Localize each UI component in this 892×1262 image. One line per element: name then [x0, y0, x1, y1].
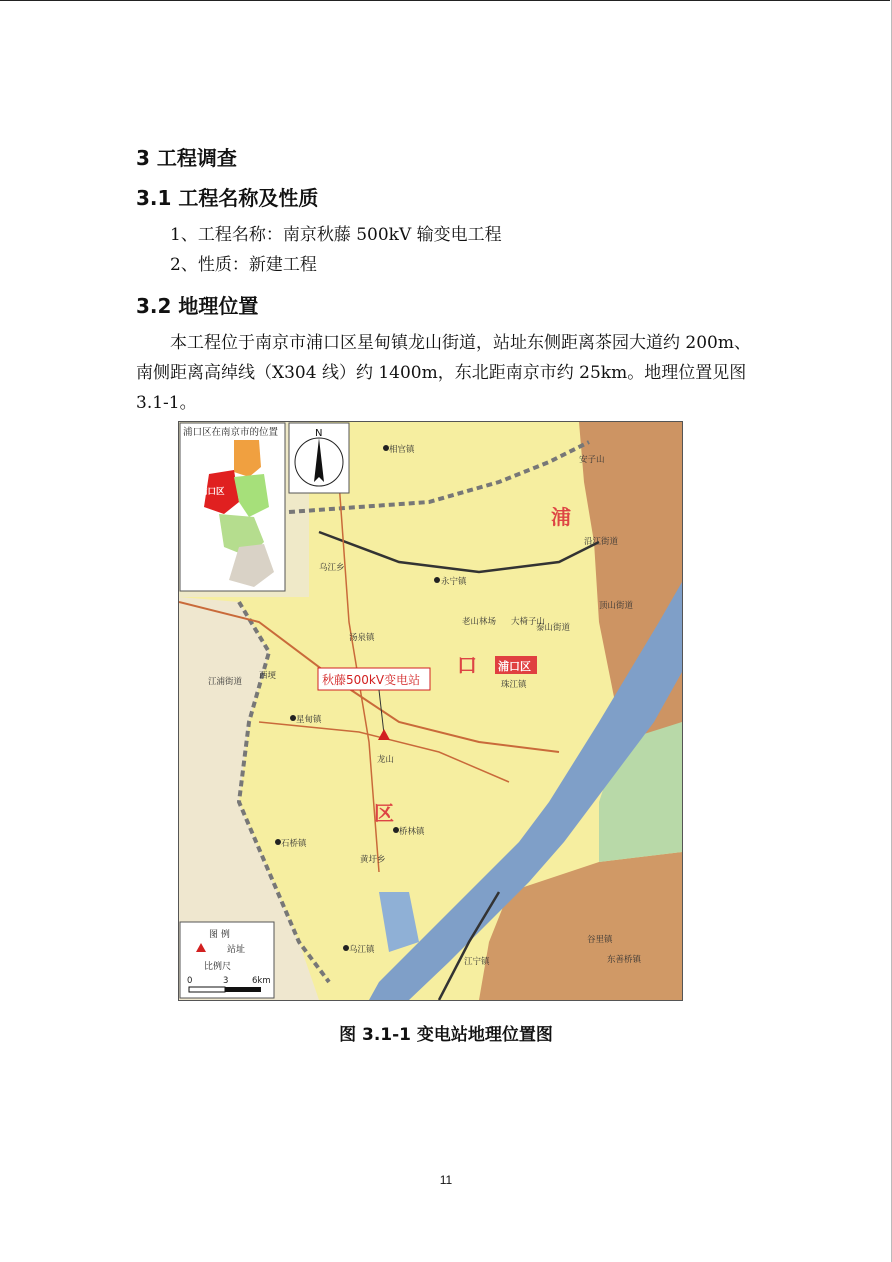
place-name: 沿江街道 [584, 537, 619, 547]
item-project-nature: 2、性质：新建工程 [170, 255, 317, 275]
town-dot [290, 715, 296, 721]
map-canvas [179, 422, 682, 1000]
place-name: 龙山 [377, 755, 395, 765]
town-dot [393, 827, 399, 833]
location-paragraph: 本工程位于南京市浦口区星甸镇龙山街道，站址东侧距离茶园大道约 200m、南侧距离高绰线（X304 线）约 1400m，东北距南京市约 25km。地理位置见图 3.1-1。 [136, 333, 751, 413]
district-box-label: 浦口区 [498, 660, 531, 673]
location-map [178, 421, 683, 1001]
legend-site-label: 站址 [227, 945, 246, 955]
town-dot [275, 839, 281, 845]
item-project-name: 1、工程名称：南京秋藤 500kV 输变电工程 [170, 225, 502, 245]
place-name: 大椅子山 [511, 617, 546, 627]
figure-caption: 图 3.1-1 变电站地理位置图 [339, 1025, 553, 1045]
town-dot [434, 577, 440, 583]
place-name: 老山林场 [462, 617, 497, 627]
place-name: 永宁镇 [441, 577, 467, 587]
inset-pukou-label: 浦口区 [199, 487, 225, 497]
district-char-1: 浦 [551, 505, 571, 529]
place-name: 东善桥镇 [607, 955, 642, 965]
place-name: 乌江乡 [319, 563, 345, 573]
place-name: 西埂 [259, 671, 277, 681]
town-dot [383, 445, 389, 451]
subsection-heading-3-2: 3.2 地理位置 [136, 294, 259, 318]
place-name: 桥林镇 [399, 827, 425, 837]
compass-north-label: N [315, 428, 323, 439]
place-name: 相官镇 [389, 445, 415, 455]
scale-tick-6: 6km [252, 976, 271, 986]
place-name: 江宁镇 [464, 957, 490, 967]
district-char-2: 口 [457, 653, 477, 677]
place-name: 谷里镇 [587, 935, 613, 945]
district-char-3: 区 [374, 801, 394, 825]
place-name: 顶山街道 [599, 601, 634, 611]
station-label: 秋藤500kV变电站 [322, 673, 421, 687]
subsection-heading-3-1: 3.1 工程名称及性质 [136, 186, 319, 210]
scale-tick-0: 0 [187, 976, 193, 986]
inset-title: 浦口区在南京市的位置 [183, 427, 279, 438]
place-name: 江浦街道 [208, 677, 243, 687]
place-name: 石桥镇 [281, 839, 307, 849]
legend-scale-label: 比例尺 [204, 962, 232, 972]
place-name: 汤泉镇 [349, 633, 375, 643]
place-name: 星甸镇 [296, 715, 322, 725]
place-name: 黄圩乡 [360, 855, 386, 865]
page-top-border [0, 0, 890, 1]
page-number: 11 [439, 1173, 453, 1187]
place-name: 泰山街道 [536, 623, 571, 633]
legend-title: 图 例 [209, 930, 230, 940]
place-name: 乌江镇 [349, 945, 375, 955]
scale-bar-white [189, 987, 225, 992]
scale-bar-black [225, 987, 261, 992]
town-dot [343, 945, 349, 951]
scale-tick-3: 3 [223, 976, 229, 986]
place-name: 珠江镇 [501, 680, 527, 690]
section-heading: 3 工程调查 [136, 146, 237, 170]
place-name: 安子山 [579, 455, 605, 465]
